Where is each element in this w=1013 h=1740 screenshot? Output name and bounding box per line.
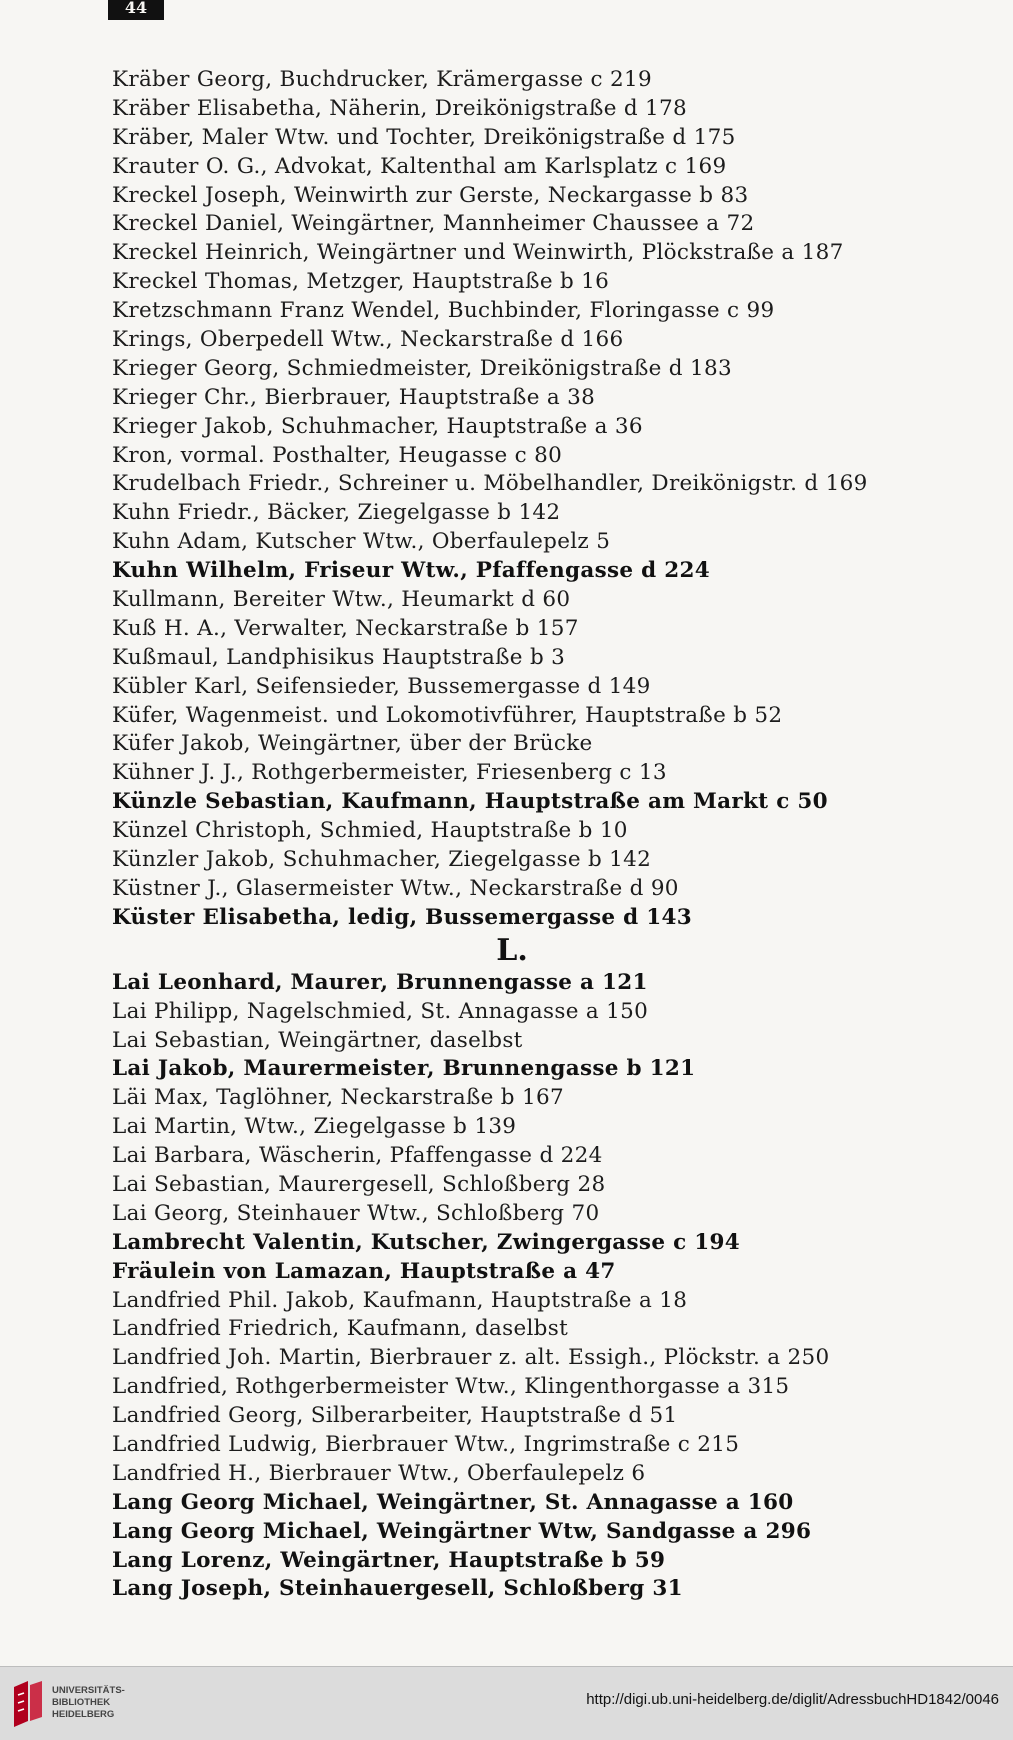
list-item: Lai Georg, Steinhauer Wtw., Schloßberg 70 [112, 1200, 600, 1226]
list-item: Lai Martin, Wtw., Ziegelgasse b 139 [112, 1114, 517, 1140]
list-item: Landfried Friedrich, Kaufmann, daselbst [112, 1316, 569, 1342]
list-item: Landfried Georg, Silberarbeiter, Hauptstraße d 51 [112, 1403, 678, 1429]
list-item: Fräulein von Lamazan, Hauptstraße a 47 [112, 1258, 616, 1284]
list-item: Lai Sebastian, Weingärtner, daselbst [112, 1027, 523, 1053]
logo-line: HEIDELBERG [52, 1709, 115, 1720]
list-item: Kreckel Thomas, Metzger, Hauptstraße b 16 [112, 269, 610, 295]
list-item: Lang Georg Michael, Weingärtner Wtw, Sandgasse a 296 [112, 1518, 812, 1544]
list-item: Krings, Oberpedell Wtw., Neckarstraße d 166 [112, 327, 624, 353]
page-number: 44 [108, 0, 164, 20]
list-item: Lai Leonhard, Maurer, Brunnengasse a 121 [112, 969, 648, 995]
list-item: Landfried H., Bierbrauer Wtw., Oberfaulepelz 6 [112, 1460, 646, 1486]
list-item: Küstner J., Glasermeister Wtw., Neckarstraße d 90 [112, 875, 679, 901]
list-item: Lang Joseph, Steinhauergesell, Schloßberg 31 [112, 1576, 683, 1602]
viewer-footer [0, 1666, 1013, 1740]
list-item: Kron, vormal. Posthalter, Heugasse c 80 [112, 442, 563, 468]
list-item: Krieger Georg, Schmiedmeister, Dreikönigstraße d 183 [112, 355, 732, 381]
list-item: Kullmann, Bereiter Wtw., Heumarkt d 60 [112, 587, 571, 613]
list-item: Kreckel Joseph, Weinwirth zur Gerste, Neckargasse b 83 [112, 182, 749, 208]
list-item: Landfried Ludwig, Bierbrauer Wtw., Ingrimstraße c 215 [112, 1431, 740, 1457]
list-item: Kuhn Friedr., Bäcker, Ziegelgasse b 142 [112, 500, 561, 526]
list-item: Krauter O. G., Advokat, Kaltenthal am Karlsplatz c 169 [112, 153, 727, 179]
list-item: Küfer, Wagenmeist. und Lokomotivführer, Hauptstraße b 52 [112, 702, 783, 728]
list-item: Küster Elisabetha, ledig, Bussemergasse d 143 [112, 904, 693, 930]
list-item: Kußmaul, Landphisikus Hauptstraße b 3 [112, 644, 566, 670]
list-item: Landfried, Rothgerbermeister Wtw., Klingenthorgasse a 315 [112, 1374, 790, 1400]
list-item: Kreckel Heinrich, Weingärtner und Weinwirth, Plöckstraße a 187 [112, 240, 844, 266]
list-item: Kräber Georg, Buchdrucker, Krämergasse c 219 [112, 67, 652, 92]
list-item: Landfried Phil. Jakob, Kaufmann, Hauptstraße a 18 [112, 1287, 688, 1313]
university-library-logo [10, 1681, 140, 1727]
logo-line: BIBLIOTHEK [52, 1697, 111, 1708]
list-item: Kuhn Wilhelm, Friseur Wtw., Pfaffengasse d 224 [112, 558, 711, 584]
list-item: Künzel Christoph, Schmied, Hauptstraße b 10 [112, 818, 628, 844]
list-item: Kreckel Daniel, Weingärtner, Mannheimer Chaussee a 72 [112, 211, 755, 237]
section-letter-heading: L. [496, 932, 528, 968]
list-item: Kräber, Maler Wtw. und Tochter, Dreikönigstraße d 175 [112, 124, 736, 150]
logo-text [52, 1685, 142, 1721]
list-item: Kuhn Adam, Kutscher Wtw., Oberfaulepelz 5 [112, 529, 611, 555]
logo-line: UNIVERSITÄTS- [52, 1685, 125, 1696]
list-item: Kuß H. A., Verwalter, Neckarstraße b 157 [112, 615, 579, 641]
list-item: Kräber Elisabetha, Näherin, Dreikönigstraße d 178 [112, 95, 687, 121]
list-item: Lai Philipp, Nagelschmied, St. Annagasse a 150 [112, 998, 649, 1024]
list-item: Küfer Jakob, Weingärtner, über der Brücke [112, 731, 593, 757]
list-item: Künzle Sebastian, Kaufmann, Hauptstraße am Markt c 50 [112, 789, 828, 815]
list-item: Lai Barbara, Wäscherin, Pfaffengasse d 224 [112, 1143, 603, 1169]
list-item: Krieger Jakob, Schuhmacher, Hauptstraße a 36 [112, 413, 643, 439]
library-seal-icon [10, 1681, 44, 1727]
list-item: Landfried Joh. Martin, Bierbrauer z. alt. Essigh., Plöckstr. a 250 [112, 1345, 830, 1371]
list-item: Lang Georg Michael, Weingärtner, St. Annagasse a 160 [112, 1489, 794, 1515]
list-item: Krieger Chr., Bierbrauer, Hauptstraße a 38 [112, 384, 596, 410]
directory-entries [112, 66, 992, 1604]
list-item: Lai Sebastian, Maurergesell, Schloßberg 28 [112, 1171, 606, 1197]
list-item: Kübler Karl, Seifensieder, Bussemergasse d 149 [112, 673, 651, 699]
list-item: Lai Jakob, Maurermeister, Brunnengasse b 121 [112, 1056, 696, 1082]
list-item: Kühner J. J., Rothgerbermeister, Friesenberg c 13 [112, 760, 667, 786]
list-item: Lang Lorenz, Weingärtner, Hauptstraße b 59 [112, 1547, 666, 1573]
list-item: Künzler Jakob, Schuhmacher, Ziegelgasse b 142 [112, 847, 652, 873]
list-item: Kretzschmann Franz Wendel, Buchbinder, Floringasse c 99 [112, 298, 775, 324]
permalink-url[interactable]: http://digi.ub.uni-heidelberg.de/diglit/AdressbuchHD1842/0046 [586, 1691, 999, 1708]
list-item: Krudelbach Friedr., Schreiner u. Möbelhandler, Dreikönigstr. d 169 [112, 471, 868, 497]
list-item: Lambrecht Valentin, Kutscher, Zwingergasse c 194 [112, 1229, 741, 1255]
list-item: Läi Max, Taglöhner, Neckarstraße b 167 [112, 1085, 564, 1111]
